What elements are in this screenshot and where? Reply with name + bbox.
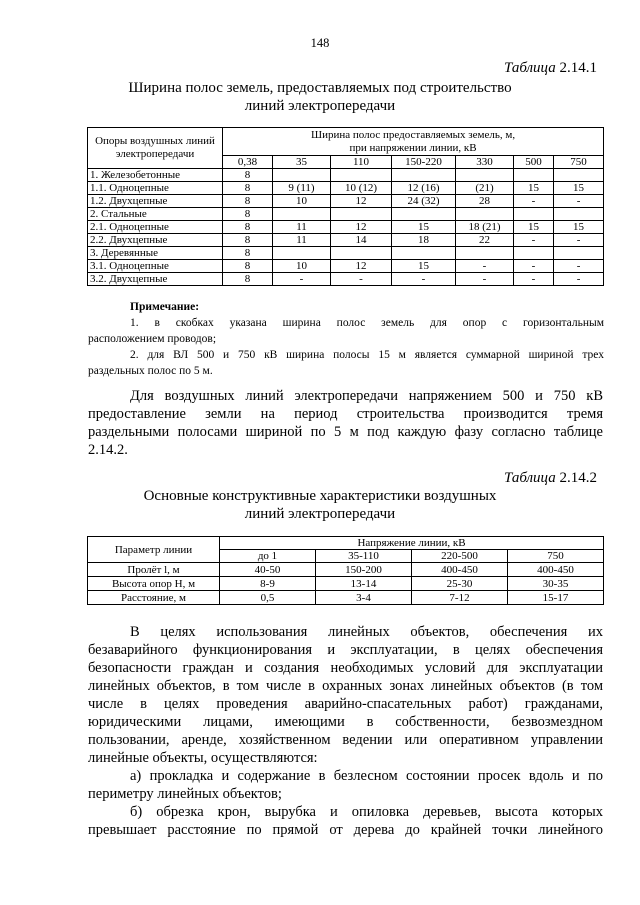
table2-cell: 3-4 bbox=[316, 591, 412, 605]
paragraph-2-line: безаварийного функционирования и эксплуатации, в целях обеспечения bbox=[88, 642, 603, 658]
table2-cell: 30-35 bbox=[508, 577, 604, 591]
paragraph-2-line: безопасности граждан и создания необходимых условий для эксплуатации bbox=[88, 660, 603, 676]
table1-cell: - bbox=[331, 273, 392, 286]
list-item-b-line: превышает расстояние по прямой от дерева до крайней точки линейного bbox=[88, 822, 603, 838]
table2-cell: 25-30 bbox=[412, 577, 508, 591]
list-item-a-line: а) прокладка и содержание в безлесном состоянии просек вдоль и по bbox=[130, 768, 603, 784]
table-row bbox=[88, 208, 604, 221]
table-row bbox=[88, 260, 604, 273]
table1-title-line2: линий электропередачи bbox=[244, 98, 396, 114]
table1-cell: 15 bbox=[554, 182, 604, 195]
table1-cell: 11 bbox=[273, 234, 331, 247]
table1-row-name: 1. Железобетонные bbox=[88, 169, 223, 182]
table1-cell bbox=[392, 247, 456, 260]
table1-row-name: 2. Стальные bbox=[88, 208, 223, 221]
table2-cell: 40-50 bbox=[220, 563, 316, 577]
table1-row-name: 1.2. Двухцепные bbox=[88, 195, 223, 208]
table1-cell: 12 (16) bbox=[392, 182, 456, 195]
paragraph-1-line: Для воздушных линий электропередачи напряжением 500 и 750 кВ bbox=[130, 388, 603, 404]
table2-title-line2: линий электропередачи bbox=[244, 506, 396, 522]
table1-cell: 22 bbox=[456, 234, 514, 247]
table1-cell: - bbox=[554, 273, 604, 286]
table1-cell bbox=[456, 208, 514, 221]
land-width-table bbox=[87, 127, 604, 286]
table1-cell: 9 (11) bbox=[273, 182, 331, 195]
table2-label bbox=[504, 470, 597, 487]
table1-voltage-header: 150-220 bbox=[392, 156, 456, 169]
table1-cell: - bbox=[554, 195, 604, 208]
page-number: 148 bbox=[310, 36, 330, 50]
table2-voltage-header: 750 bbox=[508, 550, 604, 563]
table1-row-name: 3.2. Двухцепные bbox=[88, 273, 223, 286]
table1-cell bbox=[456, 247, 514, 260]
table1-cell: 8 bbox=[223, 182, 273, 195]
paragraph-1-line: раздельными полосами шириной по 5 м под каждую фазу согласно таблице bbox=[88, 424, 603, 440]
table1-cell: 8 bbox=[223, 221, 273, 234]
table1-cell: 15 bbox=[392, 221, 456, 234]
table1-cell: 18 bbox=[392, 234, 456, 247]
table1-cell: 8 bbox=[223, 169, 273, 182]
table1-cell bbox=[392, 208, 456, 221]
paragraph-2-line: числе в целях проведения аварийно-спасательных работ) гражданами, bbox=[88, 696, 603, 712]
table1-cell: 12 bbox=[331, 195, 392, 208]
table2-voltage-header: 35-110 bbox=[316, 550, 412, 563]
table1-voltage-header: 110 bbox=[331, 156, 392, 169]
table1-cell: 28 bbox=[456, 195, 514, 208]
table1-label bbox=[504, 60, 597, 77]
table2-label-word: Таблица bbox=[504, 470, 556, 486]
table2-cell: 8-9 bbox=[220, 577, 316, 591]
table-row bbox=[88, 273, 604, 286]
table2-col1-header: Параметр линии bbox=[88, 537, 220, 563]
table1-voltage-header: 330 bbox=[456, 156, 514, 169]
paragraph-2-line: линейные объекты, осуществляются: bbox=[88, 750, 318, 766]
table-row bbox=[88, 577, 604, 591]
paragraph-2-line: линейных объектов, в том числе в охранных зонах линейных объектов (в том bbox=[88, 678, 603, 694]
table1-row-name: 3.1. Одноцепные bbox=[88, 260, 223, 273]
table1-cell: 11 bbox=[273, 221, 331, 234]
table2-label-number: 2.14.2 bbox=[559, 470, 597, 486]
table1-cell bbox=[273, 247, 331, 260]
table1-note-item2-line2: раздельных полос по 5 м. bbox=[88, 365, 213, 377]
paragraph-2-line: пользовании, аренде, хозяйственном ведении или оперативном управлении bbox=[88, 732, 603, 748]
table1-row-name: 3. Деревянные bbox=[88, 247, 223, 260]
table2-row-name: Пролёт l, м bbox=[88, 563, 220, 577]
table2-cell: 0,5 bbox=[220, 591, 316, 605]
table1-cell: 12 bbox=[331, 221, 392, 234]
list-item-a-line: периметру линейных объектов; bbox=[88, 786, 282, 802]
list-item-b-line: б) обрезка крон, вырубка и опиловка деревьев, высота которых bbox=[130, 804, 603, 820]
table1-cell bbox=[273, 169, 331, 182]
paragraph-1-line: предоставление земли на период строительства производится тремя bbox=[88, 406, 603, 422]
table2-title-line1: Основные конструктивные характеристики воздушных bbox=[143, 488, 497, 504]
table1-cell: 8 bbox=[223, 260, 273, 273]
table-row bbox=[88, 182, 604, 195]
table1-label-number: 2.14.1 bbox=[559, 60, 597, 76]
paragraph-2-line: юридическими лицами, имеющими в собственности, безвозмездном bbox=[88, 714, 603, 730]
table1-cell bbox=[554, 247, 604, 260]
table2-cell: 150-200 bbox=[316, 563, 412, 577]
table1-note-item2-line1: 2. для ВЛ 500 и 750 кВ ширина полосы 15 м является суммарной шириной трех bbox=[130, 349, 604, 361]
table1-cell: 10 (12) bbox=[331, 182, 392, 195]
table1-row-name: 2.2. Двухцепные bbox=[88, 234, 223, 247]
table1-cell: 12 bbox=[331, 260, 392, 273]
table1-cell bbox=[331, 247, 392, 260]
table1-voltage-header: 750 bbox=[554, 156, 604, 169]
table1-voltage-header: 500 bbox=[514, 156, 554, 169]
table1-cell: - bbox=[456, 273, 514, 286]
table1-cell: - bbox=[456, 260, 514, 273]
table1-note-item1-line2: расположением проводов; bbox=[88, 333, 217, 345]
table1-cell bbox=[392, 169, 456, 182]
table1-cell: - bbox=[392, 273, 456, 286]
table1-cell: 15 bbox=[554, 221, 604, 234]
table1-cell bbox=[554, 208, 604, 221]
table1-cell bbox=[554, 169, 604, 182]
table1-cell: - bbox=[554, 234, 604, 247]
table1-note-item1-line1: 1. в скобках указана ширина полос земель для опор с горизонтальным bbox=[130, 317, 604, 329]
table-row bbox=[88, 221, 604, 234]
table1-cell: 8 bbox=[223, 208, 273, 221]
table1-cell bbox=[514, 247, 554, 260]
table1-cell: 8 bbox=[223, 195, 273, 208]
table1-cell: 24 (32) bbox=[392, 195, 456, 208]
table2-cell: 7-12 bbox=[412, 591, 508, 605]
line-characteristics-table bbox=[87, 536, 604, 605]
table-row bbox=[88, 169, 604, 182]
table1-cell: - bbox=[514, 195, 554, 208]
table1-col1-header: Опоры воздушных линий электропередачи bbox=[88, 128, 223, 169]
table2-cell: 13-14 bbox=[316, 577, 412, 591]
table1-cell: 15 bbox=[514, 221, 554, 234]
table1-cell bbox=[331, 208, 392, 221]
table1-cell: 8 bbox=[223, 273, 273, 286]
table1-cell bbox=[514, 208, 554, 221]
table-row bbox=[88, 195, 604, 208]
paragraph-2-line: В целях использования линейных объектов, обеспечения их bbox=[130, 624, 603, 640]
table1-note-heading: Примечание: bbox=[130, 301, 200, 313]
table2-voltage-header: 220-500 bbox=[412, 550, 508, 563]
table1-row-name: 1.1. Одноцепные bbox=[88, 182, 223, 195]
table2-voltage-header: до 1 bbox=[220, 550, 316, 563]
paragraph-1-line: 2.14.2. bbox=[88, 442, 128, 458]
table2-row-name: Расстояние, м bbox=[88, 591, 220, 605]
table1-cell: - bbox=[514, 234, 554, 247]
table1-voltage-header: 0,38 bbox=[223, 156, 273, 169]
table-row bbox=[88, 563, 604, 577]
table1-cell: (21) bbox=[456, 182, 514, 195]
table1-cell: 15 bbox=[392, 260, 456, 273]
table2-cell: 400-450 bbox=[508, 563, 604, 577]
table1-cell: - bbox=[514, 260, 554, 273]
table1-cell: 8 bbox=[223, 247, 273, 260]
table1-cell bbox=[514, 169, 554, 182]
table1-cell: 15 bbox=[514, 182, 554, 195]
table1-cell: 10 bbox=[273, 260, 331, 273]
table1-title-line1: Ширина полос земель, предоставляемых под строительство bbox=[128, 80, 512, 96]
table1-cell: 8 bbox=[223, 234, 273, 247]
table1-row-name: 2.1. Одноцепные bbox=[88, 221, 223, 234]
table1-cell bbox=[456, 169, 514, 182]
table-row bbox=[88, 234, 604, 247]
table1-cell: 14 bbox=[331, 234, 392, 247]
table1-cell: 18 (21) bbox=[456, 221, 514, 234]
table1-cell: - bbox=[273, 273, 331, 286]
table2-cell: 400-450 bbox=[412, 563, 508, 577]
table1-group-header-line2: при напряжении линии, кВ bbox=[349, 141, 477, 154]
table1-cell: - bbox=[554, 260, 604, 273]
table1-group-header-line1: Ширина полос предоставляемых земель, м, bbox=[310, 128, 516, 141]
table2-row-name: Высота опор Н, м bbox=[88, 577, 220, 591]
table1-cell: 10 bbox=[273, 195, 331, 208]
table1-group-header bbox=[223, 128, 604, 156]
table1-voltage-header: 35 bbox=[273, 156, 331, 169]
table1-cell: - bbox=[514, 273, 554, 286]
table1-label-word: Таблица bbox=[504, 60, 556, 76]
table1-cell bbox=[331, 169, 392, 182]
table-row bbox=[88, 591, 604, 605]
table2-cell: 15-17 bbox=[508, 591, 604, 605]
table1-cell bbox=[273, 208, 331, 221]
table2-group-header: Напряжение линии, кВ bbox=[220, 537, 604, 550]
table-row bbox=[88, 247, 604, 260]
